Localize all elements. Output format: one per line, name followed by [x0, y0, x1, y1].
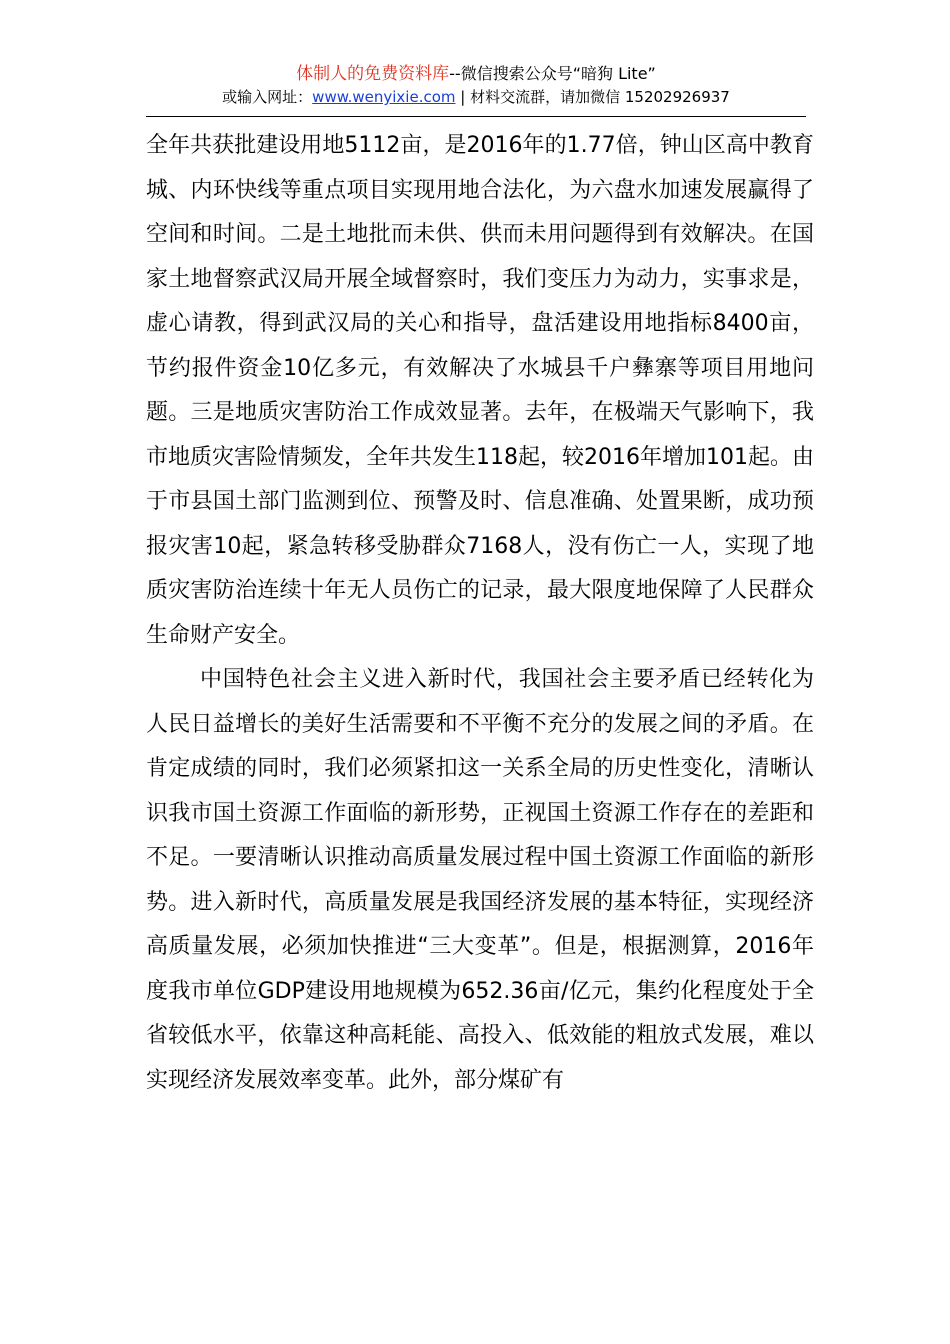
header-wechat-note: --微信搜索公众号“暗狗 Lite”: [449, 64, 656, 83]
paragraph-2: 中国特色社会主义进入新时代，我国社会主要矛盾已经转化为人民日益增长的美好生活需要和不平衡不充分的发展之间的矛盾。在肯定成绩的同时，我们必须紧扣这一关系全局的历史性变化，清晰认识我市国土资源工作面临的新形势，正视国土资源工作存在的差距和不足。一要清晰认识推动高质量发展过程中国土资源工作面临的新形势。进入新时代，高质量发展是我国经济发展的基本特征，实现经济高质量发展，必须加快推进“三大变革”。但是，根据测算，2016年度我市单位GDP建设用地规模为652.36亩/亿元，集约化程度处于全省较低水平，依靠这种高耗能、高投入、低效能的粗放式发展，难以实现经济发展效率变革。此外，部分煤矿有: [146, 667, 814, 1093]
document-body: [146, 124, 814, 1103]
header-title-line: [146, 62, 806, 86]
header-contact-line: [146, 86, 806, 108]
header-contact: 材料交流群，请加微信 15202926937: [470, 88, 730, 106]
header-divider: [146, 116, 806, 117]
header-separator: |: [455, 88, 471, 106]
header-url-prefix: 或输入网址：: [222, 88, 313, 106]
paragraph-1: 全年共获批建设用地5112亩，是2016年的1.77倍，钟山区高中教育城、内环快线等重点项目实现用地合法化，为六盘水加速发展赢得了空间和时间。二是土地批而未供、供而未用问题得到有效解决。在国家土地督察武汉局开展全域督察时，我们变压力为动力，实事求是，虚心请教，得到武汉局的关心和指导，盘活建设用地指标8400亩，节约报件资金10亿多元，有效解决了水城县千户彝寨等项目用地问题。三是地质灾害防治工作成效显著。去年，在极端天气影响下，我市地质灾害险情频发，全年共发生118起，较2016年增加101起。由于市县国土部门监测到位、预警及时、信息准确、处置果断，成功预报灾害10起，紧急转移受胁群众7168人，没有伤亡一人，实现了地质灾害防治连续十年无人员伤亡的记录，最大限度地保障了人民群众生命财产安全。: [146, 133, 815, 648]
header-url-link[interactable]: www.wenyixie.com: [312, 88, 456, 106]
header-brand: 体制人的免费资料库: [296, 64, 450, 84]
page-header: [146, 62, 806, 108]
